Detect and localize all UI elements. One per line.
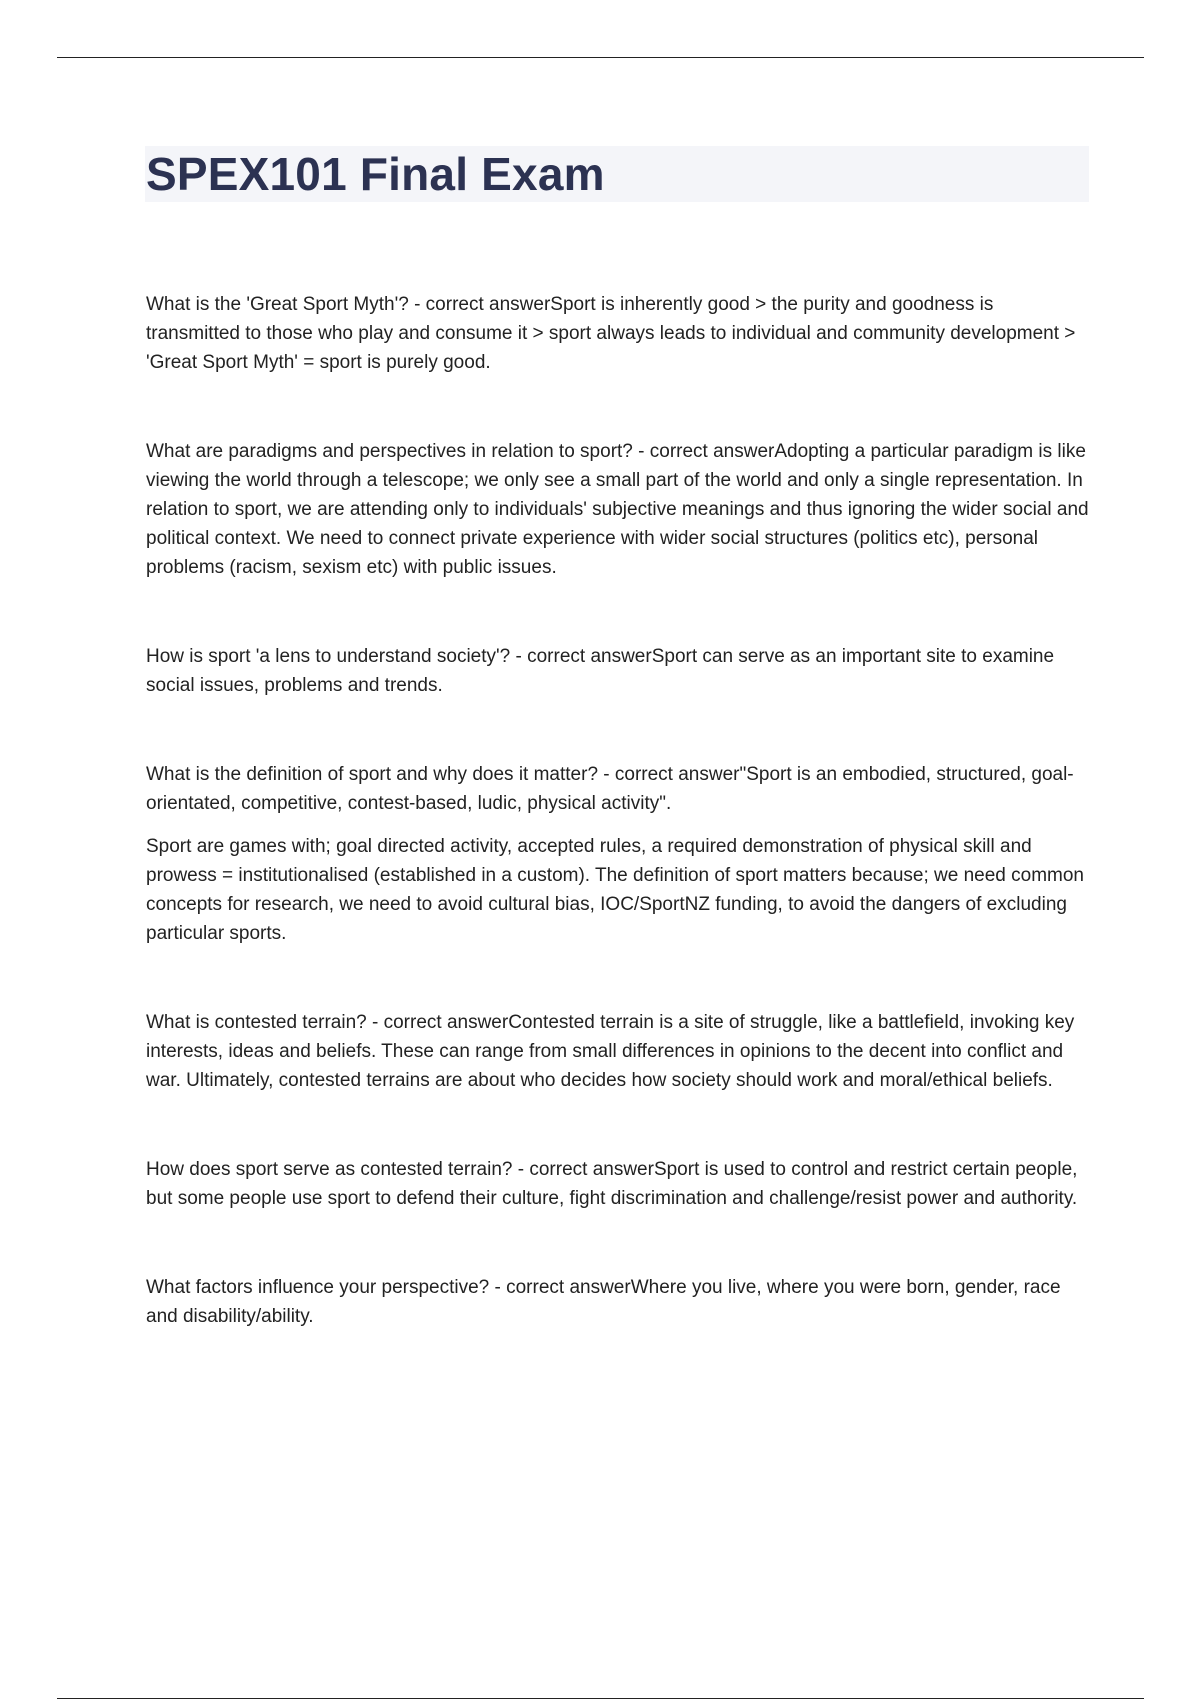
bottom-divider bbox=[57, 1698, 1144, 1699]
qa-text: What is contested terrain? - correct answerContested terrain is a site of struggle, like a battlefield, invoking key interests, ideas and beliefs. These can range from small differences in opinions to the decent into conflict and war. Ultimately, contested terrains are about who decides how society should work and moral/ethical beliefs. bbox=[146, 1012, 1075, 1091]
qa-item bbox=[146, 760, 1091, 948]
qa-text-continued: Sport are games with; goal directed activity, accepted rules, a required demonstration of physical skill and prowess = institutionalised (established in a custom). The definition of sport matters because; we need common concepts for research, we need to avoid cultural bias, IOC/SportNZ funding, to avoid the dangers of excluding particular sports. bbox=[146, 836, 1084, 944]
qa-text: What is the 'Great Sport Myth'? - correct answerSport is inherently good > the purity and goodness is transmitted to those who play and consume it > sport always leads to individual and community development > 'Great Sport Myth' = sport is purely good. bbox=[146, 294, 1076, 373]
qa-text: How does sport serve as contested terrain? - correct answerSport is used to control and restrict certain people, but some people use sport to defend their culture, fight discrimination and challenge/resist power and authority. bbox=[146, 1159, 1078, 1209]
qa-item bbox=[146, 290, 1091, 377]
qa-item bbox=[146, 642, 1091, 700]
qa-text: What are paradigms and perspectives in relation to sport? - correct answerAdopting a particular paradigm is like viewing the world through a telescope; we only see a small part of the world and only a single representation. In relation to sport, we are attending only to individuals' subjective meanings and thus ignoring the wider social and political context. We need to connect private experience with wider social structures (politics etc), personal problems (racism, sexism etc) with public issues. bbox=[146, 441, 1089, 578]
qa-item bbox=[146, 1008, 1091, 1095]
qa-text: What is the definition of sport and why does it matter? - correct answer"Sport is an embodied, structured, goal-orientated, competitive, contest-based, ludic, physical activity". bbox=[146, 764, 1074, 814]
page-title: SPEX101 Final Exam bbox=[146, 148, 605, 200]
qa-item bbox=[146, 1273, 1091, 1331]
top-divider bbox=[57, 57, 1144, 58]
qa-text: How is sport 'a lens to understand society'? - correct answerSport can serve as an important site to examine social issues, problems and trends. bbox=[146, 646, 1055, 696]
qa-list bbox=[146, 290, 1091, 1391]
qa-item bbox=[146, 437, 1091, 582]
qa-item bbox=[146, 1155, 1091, 1213]
qa-text: What factors influence your perspective? - correct answerWhere you live, where you were born, gender, race and disability/ability. bbox=[146, 1277, 1061, 1327]
